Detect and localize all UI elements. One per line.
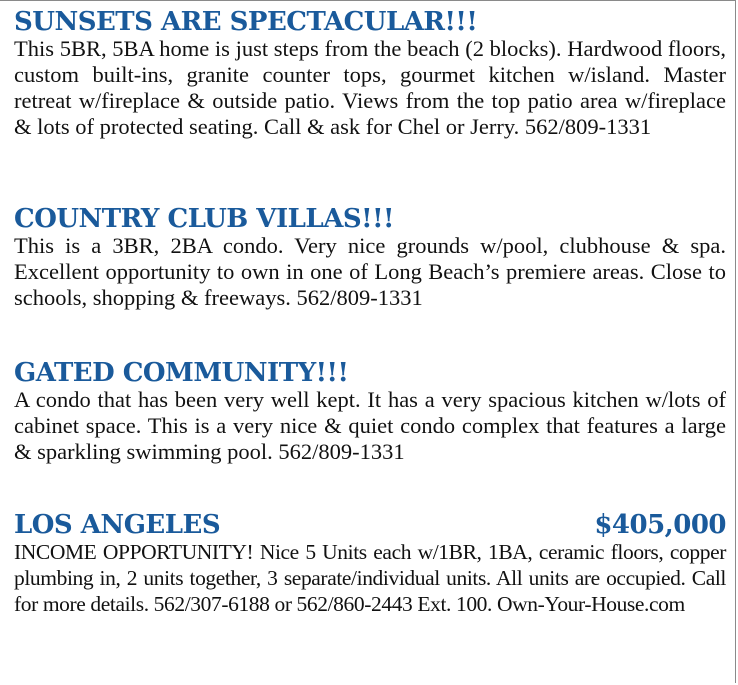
listing-title: COUNTRY CLUB VILLAS!!!: [14, 204, 394, 234]
listing-title: LOS ANGELES: [14, 510, 221, 540]
listing-los-angeles: [14, 511, 726, 617]
listing-country-club-villas: [14, 205, 726, 311]
listing-headline: [14, 205, 726, 233]
listing-sunsets: [14, 8, 726, 140]
listing-price: $405,000: [594, 510, 726, 540]
listing-title: SUNSETS ARE SPECTACULAR!!!: [14, 7, 478, 37]
listing-description: This is a 3BR, 2BA condo. Very nice grounds w/pool, clubhouse & spa. Excellent opportunity to own in one of Long Beach’s premiere areas. Close to schools, shopping & freeways. 562/809-1331: [14, 233, 726, 310]
listing-description: INCOME OPPORTUNITY! Nice 5 Units each w/1BR, 1BA, ceramic floors, copper plumbing in, 2 units together, 3 separate/individual units. All units are occupied. Call for more details. 562/307-6188 or 562/860-2443 Ext. 100. Own-Your-House.com: [14, 540, 726, 616]
listing-title: GATED COMMUNITY!!!: [14, 358, 349, 388]
listing-headline: [14, 8, 726, 36]
listing-headline: [14, 359, 726, 387]
listing-description: A condo that has been very well kept. It has a very spacious kitchen w/lots of cabinet space. This is a very nice & quiet condo complex that features a large & sparkling swimming pool. 562/809-1331: [14, 387, 726, 464]
listing-description: This 5BR, 5BA home is just steps from the beach (2 blocks). Hardwood floors, custom built-ins, granite counter tops, gourmet kitchen w/island. Master retreat w/fireplace & outside patio. Views from the top patio area w/fireplace & lots of protected seating. Call & ask for Chel or Jerry. 562/809-1331: [14, 36, 726, 139]
listing-headline: [14, 511, 726, 539]
listing-gated-community: [14, 359, 726, 465]
